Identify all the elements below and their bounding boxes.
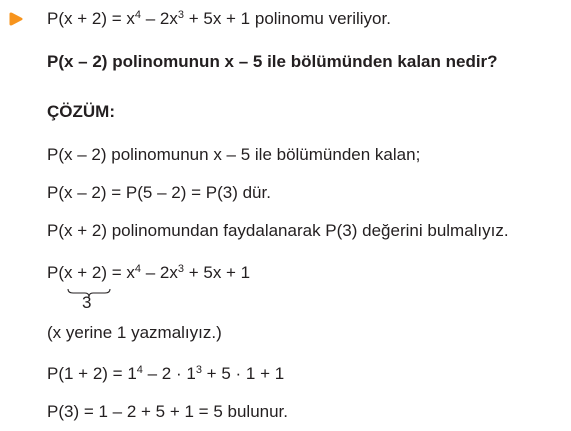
solution-line-5: (x yerine 1 yazmalıyız.) [47,323,222,342]
solution-line-3: P(x + 2) polinomundan faydalanarak P(3) değerini bulmalıyız. [47,221,509,240]
given-polynomial: $P(x + 2) = x^4 - 2x^3 + 5x + 1$ polinomu veriliyor. [47,9,391,28]
question-text: P(x – 2) polinomunun x – 5 ile bölümünden kalan nedir? [47,52,498,71]
solution-line-6: $P(1 + 2) = 1^4 - 2 \cdot 1^3 + 5 \cdot 1 + 1$ [47,364,285,383]
solution-line-2: P(x – 2) = P(5 – 2) = P(3) dür. [47,183,271,202]
solution-heading: ÇÖZÜM: [47,102,115,121]
solution-line-7: P(3) = 1 – 2 + 5 + 1 = 5 bulunur. [47,402,289,421]
solution-line-1: P(x – 2) polinomunun x – 5 ile bölümünden kalan; [47,145,421,164]
brace-label: 3 [82,293,92,312]
solution-line-4: $P(x + 2) = x^4 - 2x^3 + 5x + 1$ [47,263,251,282]
